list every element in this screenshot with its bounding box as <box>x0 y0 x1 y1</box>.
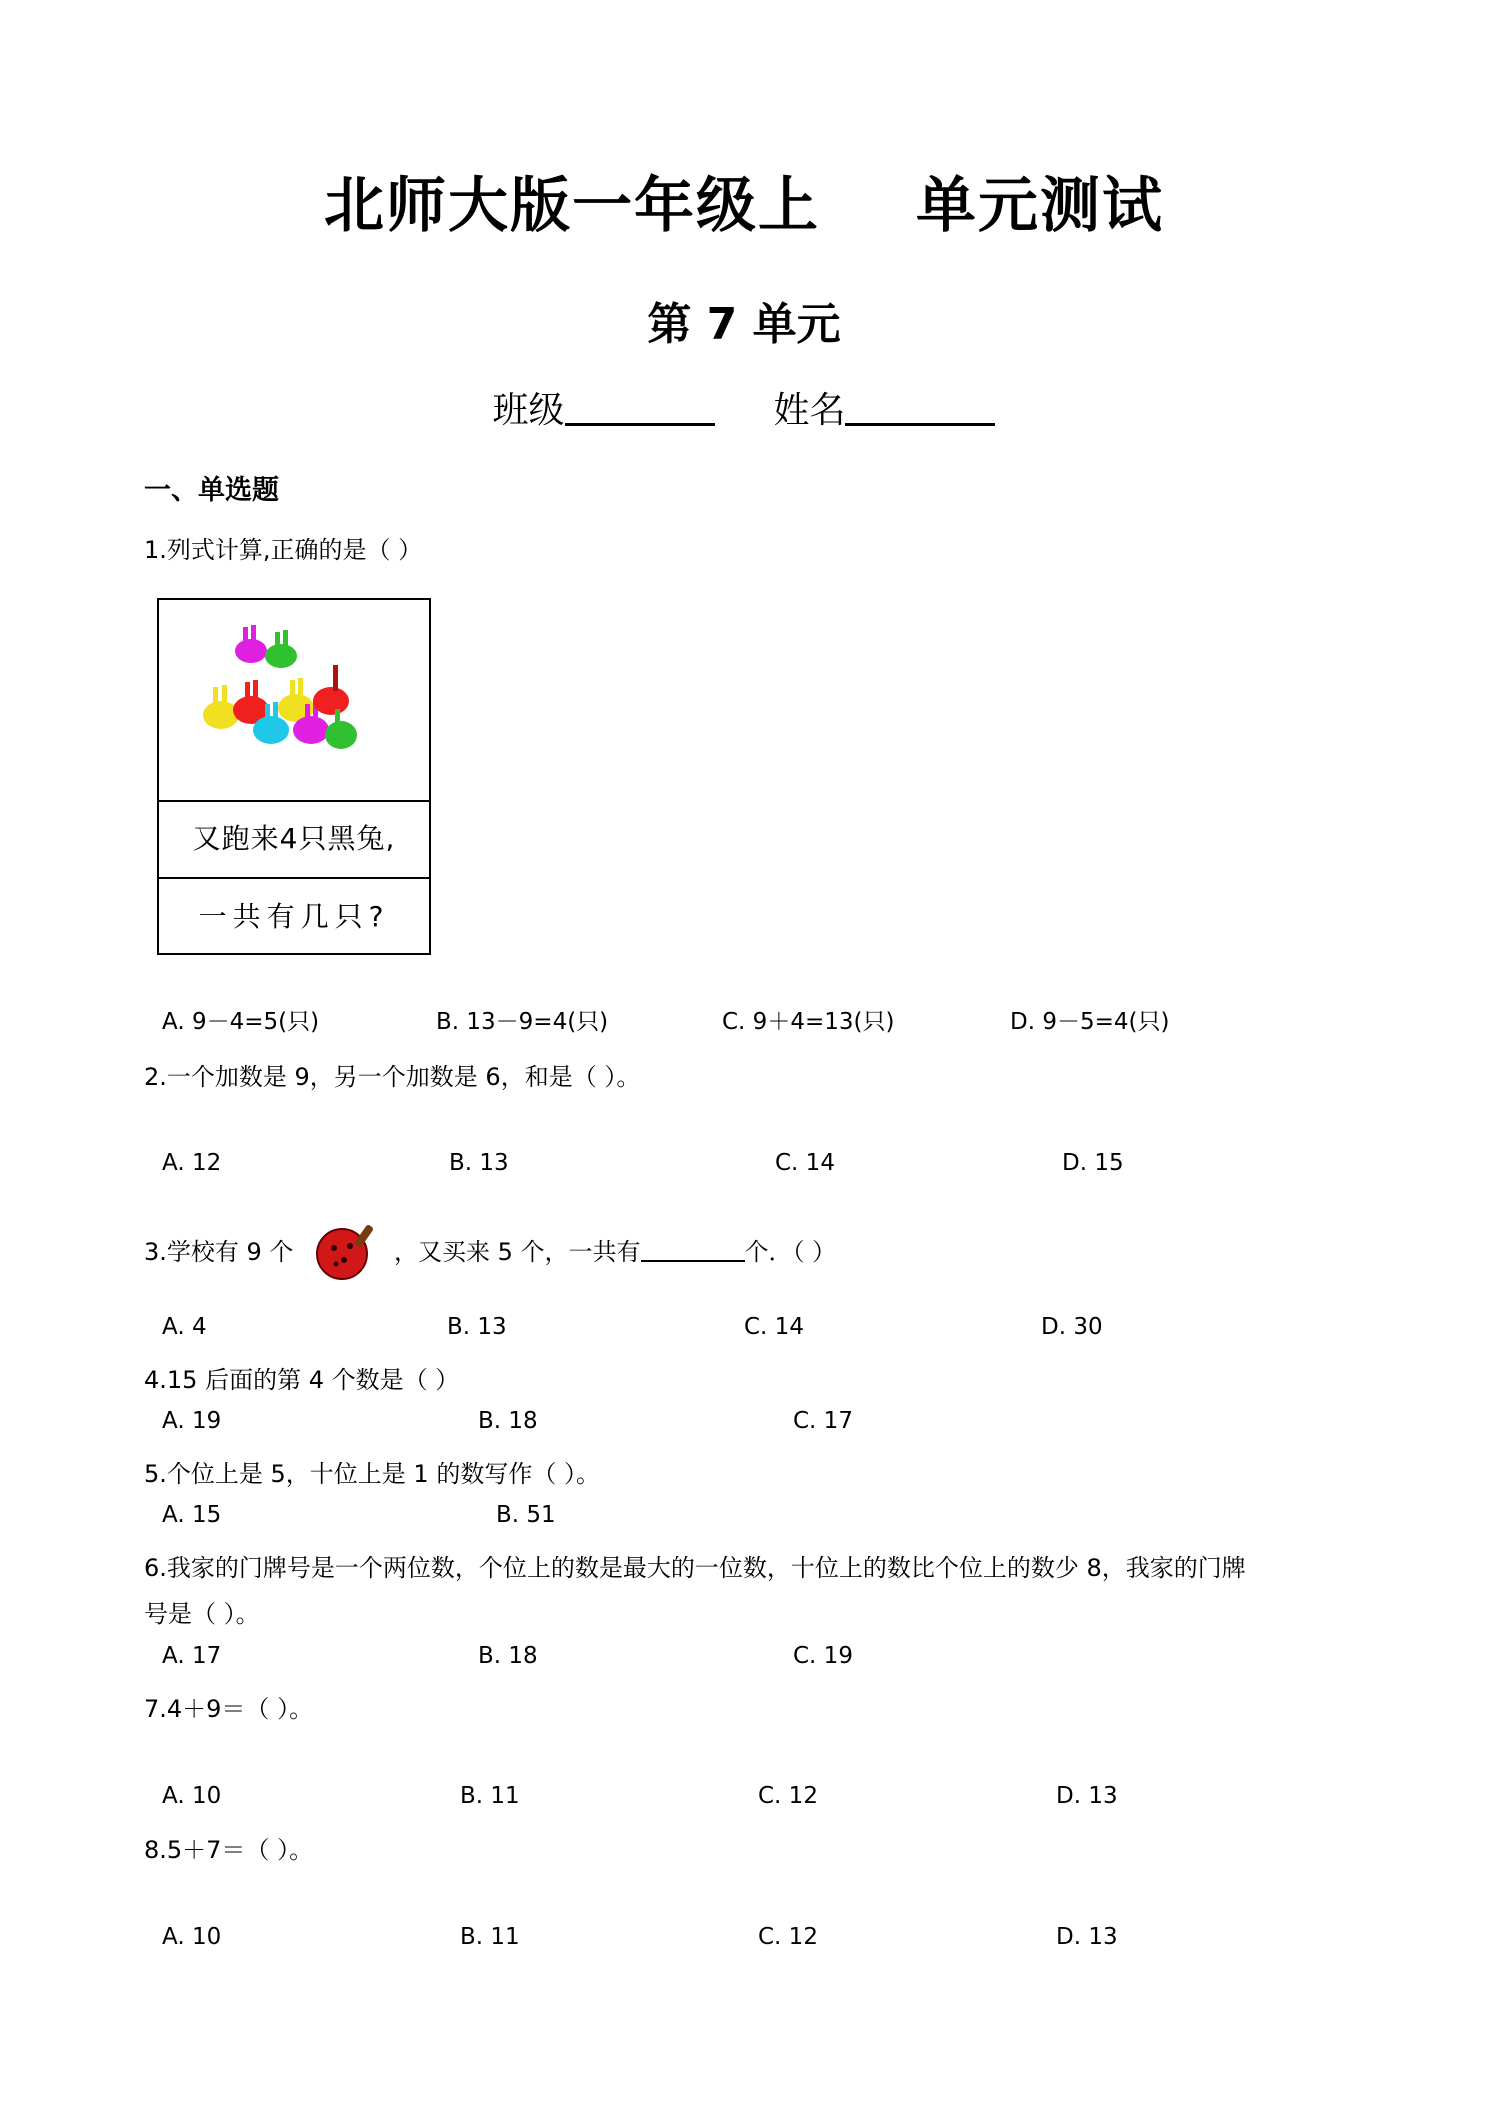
q2-option-c[interactable]: C. 14 <box>775 1150 835 1176</box>
q1-option-d[interactable]: D. 9－5=4(只) <box>1010 1009 1170 1035</box>
section-heading: 一、单选题 <box>144 475 279 506</box>
rabbits-picture <box>159 600 429 802</box>
q2-option-d[interactable]: D. 15 <box>1062 1150 1124 1176</box>
q8-option-a[interactable]: A. 10 <box>162 1924 222 1950</box>
q1-option-a[interactable]: A. 9－4=5(只) <box>162 1009 320 1035</box>
question-6-stem: 6.我家的门牌号是一个两位数，个位上的数是最大的一位数，十位上的数比个位上的数少 8，我家的门牌 <box>144 1554 1246 1582</box>
figure-line-1: 又跑来4只黑兔, <box>159 800 429 879</box>
question-3-stem-before: 3.学校有 9 个 <box>144 1238 294 1266</box>
question-3-stem-after <box>394 1232 836 1267</box>
class-blank[interactable] <box>565 389 715 426</box>
class-label: 班级 <box>492 390 565 431</box>
question-1-stem: 1.列式计算,正确的是（ ） <box>144 536 423 564</box>
question-1-figure <box>157 598 431 955</box>
q7-option-b[interactable]: B. 11 <box>460 1783 520 1809</box>
q8-option-c[interactable]: C. 12 <box>758 1924 818 1950</box>
figure-line-2: 一共有几只? <box>198 900 390 933</box>
q4-option-a[interactable]: A. 19 <box>162 1408 222 1434</box>
title-left: 北师大版一年级上 <box>324 171 820 241</box>
q3-option-b[interactable]: B. 13 <box>447 1314 507 1340</box>
question-6-stem-line2: 号是（ ）。 <box>144 1600 260 1628</box>
q5-option-a[interactable]: A. 15 <box>162 1502 222 1528</box>
q2-option-b[interactable]: B. 13 <box>449 1150 509 1176</box>
q8-option-d[interactable]: D. 13 <box>1056 1924 1118 1950</box>
q7-option-d[interactable]: D. 13 <box>1056 1783 1118 1809</box>
q3-option-c[interactable]: C. 14 <box>744 1314 804 1340</box>
q5-option-b[interactable]: B. 51 <box>496 1502 556 1528</box>
q4-option-b[interactable]: B. 18 <box>478 1408 538 1434</box>
question-5-stem: 5.个位上是 5，十位上是 1 的数写作（ ）。 <box>144 1460 600 1488</box>
student-info-line <box>0 382 1488 433</box>
q3-option-a[interactable]: A. 4 <box>162 1314 207 1340</box>
unit-subtitle: 第 7 单元 <box>647 299 841 350</box>
ping-pong-paddle-icon <box>312 1218 384 1282</box>
question-2-stem: 2.一个加数是 9，另一个加数是 6，和是（ ）。 <box>144 1063 641 1091</box>
title-right: 单元测试 <box>916 171 1164 241</box>
q3-stem-after-text: ，又买来 5 个，一共有 <box>394 1238 641 1266</box>
q3-stem-end-text: 个．（ ） <box>744 1238 837 1266</box>
q7-option-a[interactable]: A. 10 <box>162 1783 222 1809</box>
q6-option-c[interactable]: C. 19 <box>793 1643 853 1669</box>
question-4-stem: 4.15 后面的第 4 个数是（ ） <box>144 1366 460 1394</box>
q4-option-c[interactable]: C. 17 <box>793 1408 853 1434</box>
q3-option-d[interactable]: D. 30 <box>1041 1314 1103 1340</box>
q6-option-a[interactable]: A. 17 <box>162 1643 222 1669</box>
page-title <box>0 158 1488 244</box>
rabbits-icon <box>159 600 429 798</box>
name-blank[interactable] <box>845 389 995 426</box>
question-8-stem: 8.5＋7＝（ ）。 <box>144 1836 314 1864</box>
question-7-stem: 7.4＋9＝（ ）。 <box>144 1695 314 1723</box>
q8-option-b[interactable]: B. 11 <box>460 1924 520 1950</box>
q2-option-a[interactable]: A. 12 <box>162 1150 222 1176</box>
name-label: 姓名 <box>773 390 846 431</box>
q7-option-c[interactable]: C. 12 <box>758 1783 818 1809</box>
q6-option-b[interactable]: B. 18 <box>478 1643 538 1669</box>
q3-answer-blank[interactable] <box>641 1238 745 1262</box>
q1-option-b[interactable]: B. 13－9=4(只) <box>436 1009 609 1035</box>
q1-option-c[interactable]: C. 9＋4=13(只) <box>722 1009 895 1035</box>
